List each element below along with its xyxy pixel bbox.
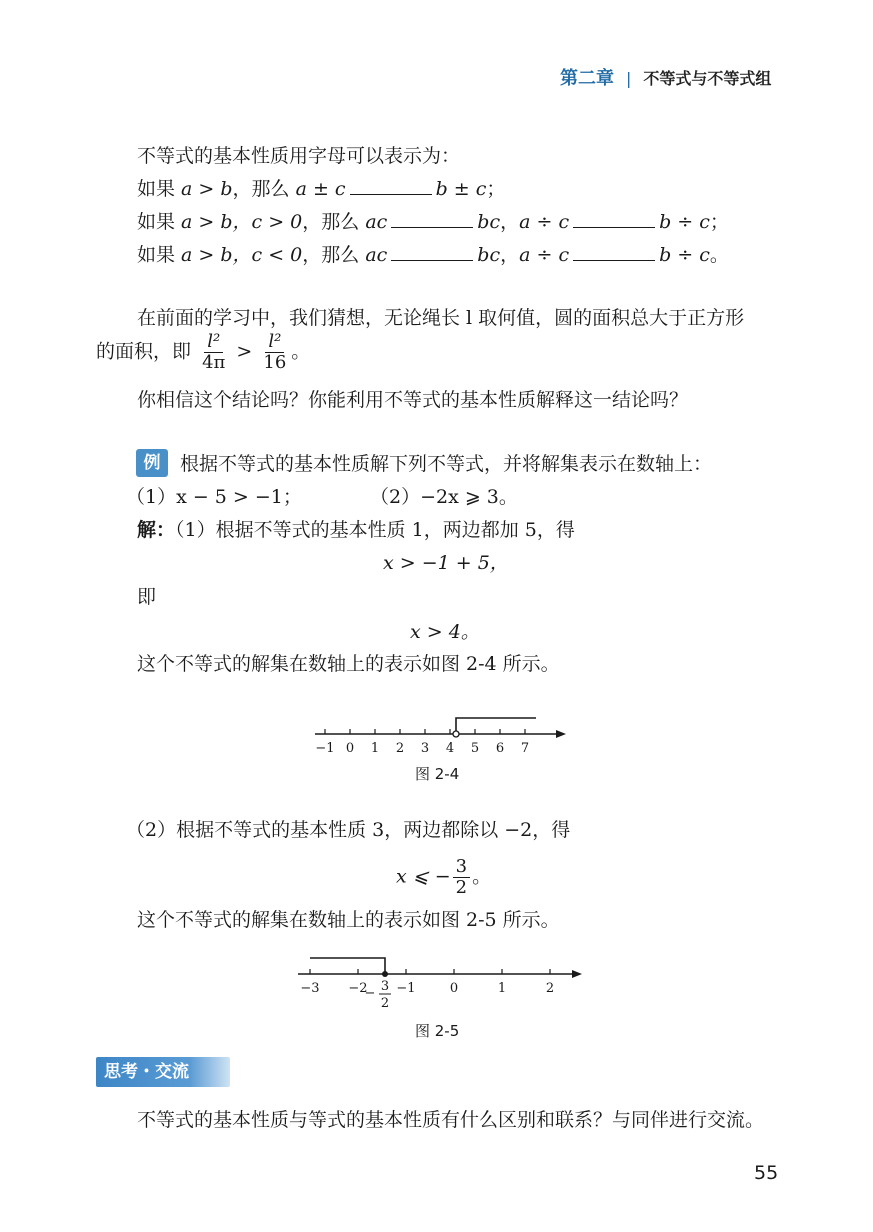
tick-label: −3 (300, 981, 320, 996)
equation-2: x > 4。 (410, 621, 480, 643)
figure-1-reference: 这个不等式的解集在数轴上的表示如图 2-4 所示。 (137, 653, 560, 675)
tick-label: 5 (470, 741, 480, 756)
tick-label: 1 (370, 741, 380, 756)
fraction-square-area: $\frac{\text{l²}}{16}$ (263, 331, 287, 373)
tick-label: 2 (395, 741, 405, 756)
tick-label: −2 (348, 981, 368, 996)
tick-label: 2 (545, 981, 555, 996)
question-2: （2）−2x ⩾ 3。 (370, 486, 518, 508)
tick-label: −1 (315, 741, 335, 756)
property-line-1: 如果 a > b，那么 a ± c b ± c； (137, 178, 506, 200)
answer-blank[interactable] (391, 211, 473, 228)
tick-label: 3 (420, 741, 430, 756)
paragraph-line-1: 在前面的学习中，我们猜想，无论绳长 l 取何值，圆的面积总大于正方形 (137, 307, 745, 329)
number-line-figure-2-4 (300, 708, 580, 758)
example-badge: 例 (136, 449, 168, 477)
equation-1: x > −1 + 5， (383, 552, 509, 574)
page-header (560, 64, 771, 90)
property-line-3: 如果 a > b，c < 0，那么 ac bc，a ÷ c b ÷ c。 (137, 244, 729, 266)
answer-blank[interactable] (573, 244, 655, 261)
tick-label-frac-num: 3 (380, 979, 390, 994)
tick-label: 7 (520, 741, 530, 756)
solid-point (382, 971, 388, 977)
example-prompt: 根据不等式的基本性质解下列不等式，并将解集表示在数轴上： (180, 453, 713, 475)
figure-2-5-caption: 图 2-5 (415, 1022, 460, 1040)
think-discuss-text: 不等式的基本性质与等式的基本性质有什么区别和联系？与同伴进行交流。 (137, 1109, 765, 1131)
question-line: 你相信这个结论吗？你能利用不等式的基本性质解释这一结论吗？ (137, 389, 689, 411)
intro-line: 不等式的基本性质用字母可以表示为： (137, 145, 461, 167)
fraction-circle-area: $\frac{\text{l²}}{4\pi}$ (202, 331, 226, 373)
tick-label-frac-den: 2 (380, 996, 390, 1011)
solution-line-2: （2）根据不等式的基本性质 3，两边都除以 −2，得 (126, 819, 571, 841)
tick-label: −1 (396, 981, 416, 996)
tick-label: 1 (497, 981, 507, 996)
tick-label-minus: − (364, 986, 376, 1001)
solution-line-1: 解：（1）根据不等式的基本性质 1，两边都加 5，得 (137, 519, 575, 541)
chapter-label: 第二章 (560, 68, 614, 89)
chapter-title: 不等式与不等式组 (643, 69, 772, 88)
think-discuss-banner (96, 1057, 230, 1087)
number-line-figure-2-5 (290, 950, 590, 1016)
open-circle-point (453, 731, 459, 737)
question-1: （1）x − 5 > −1； (126, 486, 302, 508)
tick-label: 0 (345, 741, 355, 756)
answer-blank[interactable] (573, 211, 655, 228)
figure-2-reference: 这个不等式的解集在数轴上的表示如图 2-5 所示。 (137, 909, 560, 931)
tick-label: 0 (449, 981, 459, 996)
ji-label: 即 (137, 586, 157, 608)
tick-label: 4 (445, 741, 455, 756)
header-separator: | (626, 69, 632, 88)
think-discuss-label: 思考・交流 (104, 1062, 189, 1082)
paragraph-line-2: 的面积，即 $\frac{\text{l²}}{4\pi}$ > $\frac{\text{l²}}{16}$ 。 (96, 331, 311, 373)
figure-2-4-caption: 图 2-4 (415, 765, 460, 783)
answer-blank[interactable] (391, 244, 473, 261)
answer-blank[interactable] (350, 178, 432, 195)
property-line-2: 如果 a > b，c > 0，那么 ac bc，a ÷ c b ÷ c； (137, 211, 729, 233)
tick-label: 6 (495, 741, 505, 756)
page-number: 55 (754, 1162, 779, 1184)
equation-3: x ⩽ − $\frac{3}{2}$ 。 (396, 856, 492, 898)
